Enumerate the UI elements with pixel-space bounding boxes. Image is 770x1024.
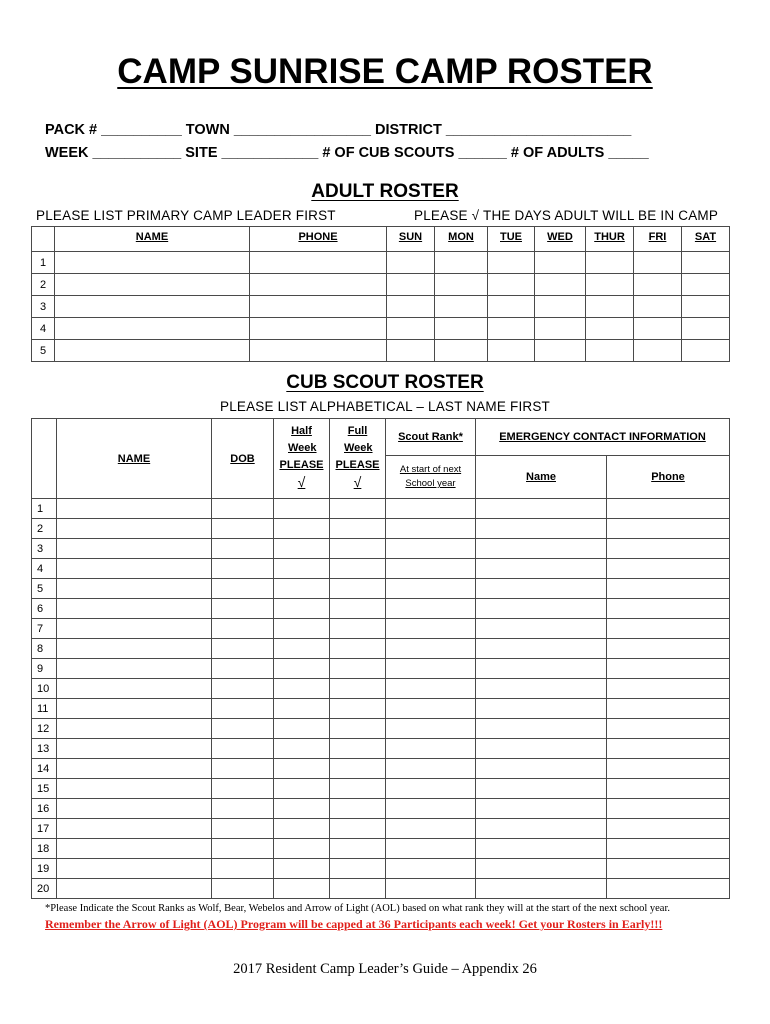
half-week-check-icon: √ [297, 474, 306, 490]
roster-cell[interactable] [386, 739, 476, 759]
roster-cell[interactable] [535, 318, 586, 340]
roster-cell[interactable] [586, 296, 634, 318]
roster-cell[interactable] [476, 499, 607, 519]
roster-cell[interactable] [607, 619, 730, 639]
table-row [32, 699, 730, 719]
aol-warning: Remember the Arrow of Light (AOL) Program will be capped at 36 Participants each week! Get your Rosters in Early!!! [45, 917, 663, 931]
roster-cell[interactable] [634, 340, 682, 362]
roster-cell[interactable] [607, 739, 730, 759]
row-number: 10 [32, 679, 57, 699]
roster-cell[interactable] [607, 799, 730, 819]
roster-cell[interactable] [386, 639, 476, 659]
roster-cell[interactable] [330, 659, 386, 679]
roster-cell[interactable] [386, 559, 476, 579]
table-row [32, 252, 730, 274]
roster-cell[interactable] [55, 318, 250, 340]
adult-tue-header: TUE [488, 227, 535, 252]
cub-roster-title: CUB SCOUT ROSTER [286, 372, 484, 393]
adult-num-header [32, 227, 55, 252]
roster-cell[interactable] [386, 859, 476, 879]
roster-cell[interactable] [386, 759, 476, 779]
roster-cell[interactable] [250, 318, 387, 340]
adult-roster-table [31, 226, 730, 362]
cub-header-row-1 [32, 419, 730, 456]
roster-cell[interactable] [586, 252, 634, 274]
rank-footnote: *Please Indicate the Scout Ranks as Wolf, Bear, Webelos and Arrow of Light (AOL) based on what rank they will at the start of the next school year. [45, 903, 671, 914]
roster-cell[interactable] [212, 759, 274, 779]
table-row [32, 799, 730, 819]
roster-cell[interactable] [386, 679, 476, 699]
roster-cell[interactable] [250, 296, 387, 318]
roster-cell[interactable] [476, 699, 607, 719]
row-number: 2 [32, 274, 55, 296]
table-row [32, 340, 730, 362]
roster-cell[interactable] [212, 799, 274, 819]
roster-cell[interactable] [476, 799, 607, 819]
row-number: 5 [32, 340, 55, 362]
row-number: 9 [32, 659, 57, 679]
roster-cell[interactable] [607, 859, 730, 879]
roster-cell[interactable] [57, 839, 212, 859]
roster-cell[interactable] [57, 659, 212, 679]
roster-cell[interactable] [607, 719, 730, 739]
scout-rank-subheader [386, 456, 476, 499]
roster-cell[interactable] [435, 296, 488, 318]
roster-cell[interactable] [476, 779, 607, 799]
table-row [32, 639, 730, 659]
roster-cell[interactable] [488, 274, 535, 296]
roster-cell[interactable] [682, 252, 730, 274]
contact-name-header: Name [476, 456, 607, 499]
roster-cell[interactable] [607, 659, 730, 679]
roster-cell[interactable] [435, 252, 488, 274]
roster-cell[interactable] [274, 519, 330, 539]
roster-cell[interactable] [330, 599, 386, 619]
roster-cell[interactable] [274, 659, 330, 679]
roster-cell[interactable] [274, 799, 330, 819]
roster-cell[interactable] [682, 296, 730, 318]
roster-cell[interactable] [386, 519, 476, 539]
roster-cell[interactable] [57, 699, 212, 719]
roster-cell[interactable] [274, 499, 330, 519]
roster-cell[interactable] [57, 819, 212, 839]
emergency-contact-header: EMERGENCY CONTACT INFORMATION [476, 419, 730, 456]
roster-cell[interactable] [387, 340, 435, 362]
roster-cell[interactable] [212, 659, 274, 679]
roster-cell[interactable] [57, 539, 212, 559]
roster-cell[interactable] [607, 759, 730, 779]
roster-cell[interactable] [274, 559, 330, 579]
roster-cell[interactable] [476, 739, 607, 759]
roster-cell[interactable] [634, 252, 682, 274]
roster-cell[interactable] [476, 619, 607, 639]
roster-cell[interactable] [274, 839, 330, 859]
scout-rank-note: At start of next School year [399, 464, 462, 489]
roster-cell[interactable] [57, 519, 212, 539]
roster-cell[interactable] [386, 819, 476, 839]
roster-cell[interactable] [55, 340, 250, 362]
row-number: 18 [32, 839, 57, 859]
roster-cell[interactable] [274, 699, 330, 719]
adult-name-header: NAME [55, 227, 250, 252]
roster-cell[interactable] [55, 274, 250, 296]
roster-cell[interactable] [274, 779, 330, 799]
roster-cell[interactable] [607, 679, 730, 699]
roster-cell[interactable] [330, 559, 386, 579]
cub-num-header [32, 419, 57, 499]
roster-cell[interactable] [607, 839, 730, 859]
roster-cell[interactable] [488, 340, 535, 362]
week-info-line: WEEK ___________ SITE ____________ # OF CUB SCOUTS ______ # OF ADULTS _____ [45, 145, 649, 161]
roster-cell[interactable] [274, 739, 330, 759]
roster-cell[interactable] [212, 839, 274, 859]
table-row [32, 599, 730, 619]
table-row [32, 839, 730, 859]
row-number: 2 [32, 519, 57, 539]
row-number: 3 [32, 539, 57, 559]
adult-roster-title: ADULT ROSTER [311, 181, 459, 202]
table-row [32, 759, 730, 779]
cub-roster-table [31, 418, 730, 899]
adult-mon-header: MON [435, 227, 488, 252]
roster-cell[interactable] [57, 599, 212, 619]
roster-cell[interactable] [607, 599, 730, 619]
table-row [32, 296, 730, 318]
roster-cell[interactable] [212, 739, 274, 759]
table-row [32, 499, 730, 519]
row-number: 7 [32, 619, 57, 639]
roster-cell[interactable] [607, 639, 730, 659]
table-row [32, 779, 730, 799]
roster-cell[interactable] [488, 296, 535, 318]
table-row [32, 679, 730, 699]
roster-cell[interactable] [476, 559, 607, 579]
roster-cell[interactable] [274, 719, 330, 739]
roster-cell[interactable] [212, 719, 274, 739]
roster-cell[interactable] [330, 739, 386, 759]
roster-cell[interactable] [212, 819, 274, 839]
roster-cell[interactable] [488, 252, 535, 274]
row-number: 17 [32, 819, 57, 839]
adult-roster-note-right: PLEASE √ THE DAYS ADULT WILL BE IN CAMP [414, 208, 719, 223]
roster-cell[interactable] [57, 859, 212, 879]
row-number: 8 [32, 639, 57, 659]
table-row [32, 659, 730, 679]
scout-rank-label: Scout Rank* [398, 431, 463, 443]
roster-cell[interactable] [386, 499, 476, 519]
roster-cell[interactable] [330, 839, 386, 859]
row-number: 15 [32, 779, 57, 799]
half-week-label: Half Week [288, 425, 317, 454]
roster-cell[interactable] [57, 719, 212, 739]
roster-cell[interactable] [535, 274, 586, 296]
roster-cell[interactable] [435, 318, 488, 340]
roster-cell[interactable] [330, 639, 386, 659]
table-row [32, 719, 730, 739]
roster-cell[interactable] [57, 499, 212, 519]
roster-cell[interactable] [682, 340, 730, 362]
cub-name-header: NAME [57, 419, 212, 499]
roster-cell[interactable] [330, 859, 386, 879]
roster-cell[interactable] [212, 619, 274, 639]
adult-fri-header: FRI [634, 227, 682, 252]
table-row [32, 318, 730, 340]
roster-cell[interactable] [386, 779, 476, 799]
roster-cell[interactable] [387, 252, 435, 274]
roster-cell[interactable] [274, 859, 330, 879]
roster-cell[interactable] [476, 659, 607, 679]
roster-cell[interactable] [55, 252, 250, 274]
roster-cell[interactable] [476, 679, 607, 699]
roster-cell[interactable] [634, 296, 682, 318]
roster-cell[interactable] [607, 579, 730, 599]
roster-cell[interactable] [330, 759, 386, 779]
roster-cell[interactable] [607, 519, 730, 539]
roster-cell[interactable] [55, 296, 250, 318]
roster-cell[interactable] [386, 619, 476, 639]
roster-cell[interactable] [212, 639, 274, 659]
adult-sun-header: SUN [387, 227, 435, 252]
row-number: 1 [32, 499, 57, 519]
roster-cell[interactable] [682, 318, 730, 340]
full-week-check-icon: √ [353, 474, 362, 490]
row-number: 1 [32, 252, 55, 274]
roster-cell[interactable] [607, 699, 730, 719]
roster-cell[interactable] [386, 719, 476, 739]
roster-cell[interactable] [330, 799, 386, 819]
roster-cell[interactable] [386, 879, 476, 899]
roster-cell[interactable] [330, 819, 386, 839]
roster-cell[interactable] [387, 274, 435, 296]
row-number: 3 [32, 296, 55, 318]
table-row [32, 274, 730, 296]
roster-cell[interactable] [634, 318, 682, 340]
roster-cell[interactable] [274, 599, 330, 619]
row-number: 19 [32, 859, 57, 879]
half-week-header [274, 419, 330, 499]
roster-cell[interactable] [586, 340, 634, 362]
page-footer: 2017 Resident Camp Leader’s Guide – Appendix 26 [233, 961, 537, 977]
cub-roster-note: PLEASE LIST ALPHABETICAL – LAST NAME FIRST [219, 399, 551, 414]
roster-cell[interactable] [330, 679, 386, 699]
row-number: 6 [32, 599, 57, 619]
adult-header-row [32, 227, 730, 252]
table-row [32, 859, 730, 879]
roster-cell[interactable] [212, 699, 274, 719]
contact-phone-header: Phone [607, 456, 730, 499]
roster-cell[interactable] [435, 274, 488, 296]
adult-thur-header: THUR [586, 227, 634, 252]
roster-cell[interactable] [607, 819, 730, 839]
roster-cell[interactable] [476, 599, 607, 619]
roster-cell[interactable] [387, 296, 435, 318]
roster-cell[interactable] [330, 519, 386, 539]
roster-cell[interactable] [274, 879, 330, 899]
row-number: 5 [32, 579, 57, 599]
roster-cell[interactable] [476, 759, 607, 779]
roster-cell[interactable] [476, 819, 607, 839]
table-row [32, 619, 730, 639]
cub-dob-header: DOB [212, 419, 274, 499]
roster-cell[interactable] [274, 679, 330, 699]
roster-cell[interactable] [57, 879, 212, 899]
row-number: 16 [32, 799, 57, 819]
roster-cell[interactable] [386, 659, 476, 679]
roster-cell[interactable] [250, 274, 387, 296]
roster-cell[interactable] [330, 779, 386, 799]
roster-cell[interactable] [57, 619, 212, 639]
roster-cell[interactable] [386, 839, 476, 859]
roster-cell[interactable] [274, 579, 330, 599]
roster-cell[interactable] [250, 340, 387, 362]
full-week-header [330, 419, 386, 499]
roster-cell[interactable] [488, 318, 535, 340]
roster-cell[interactable] [535, 252, 586, 274]
roster-cell[interactable] [212, 519, 274, 539]
half-week-please: PLEASE [279, 459, 324, 471]
adult-sat-header: SAT [682, 227, 730, 252]
roster-cell[interactable] [476, 579, 607, 599]
roster-cell[interactable] [57, 579, 212, 599]
roster-cell[interactable] [535, 296, 586, 318]
full-week-label: Full Week [344, 425, 373, 454]
roster-cell[interactable] [330, 579, 386, 599]
adult-wed-header: WED [535, 227, 586, 252]
roster-cell[interactable] [386, 599, 476, 619]
table-row [32, 819, 730, 839]
full-week-please: PLEASE [335, 459, 380, 471]
roster-cell[interactable] [476, 719, 607, 739]
row-number: 20 [32, 879, 57, 899]
roster-cell[interactable] [212, 679, 274, 699]
roster-cell[interactable] [386, 699, 476, 719]
roster-cell[interactable] [212, 539, 274, 559]
roster-cell[interactable] [476, 539, 607, 559]
roster-cell[interactable] [250, 252, 387, 274]
roster-cell[interactable] [476, 639, 607, 659]
adult-roster-note-left: PLEASE LIST PRIMARY CAMP LEADER FIRST [36, 208, 336, 223]
table-row [32, 579, 730, 599]
roster-cell[interactable] [607, 559, 730, 579]
roster-cell[interactable] [607, 779, 730, 799]
roster-cell[interactable] [57, 779, 212, 799]
roster-cell[interactable] [435, 340, 488, 362]
table-row [32, 879, 730, 899]
page-title: CAMP SUNRISE CAMP ROSTER [117, 52, 653, 91]
roster-cell[interactable] [330, 619, 386, 639]
roster-cell[interactable] [586, 274, 634, 296]
table-row [32, 739, 730, 759]
roster-cell[interactable] [682, 274, 730, 296]
roster-cell[interactable] [607, 499, 730, 519]
roster-cell[interactable] [274, 639, 330, 659]
row-number: 11 [32, 699, 57, 719]
roster-cell[interactable] [212, 779, 274, 799]
pack-info-line: PACK # __________ TOWN _________________ DISTRICT _______________________ [45, 122, 632, 138]
roster-cell[interactable] [330, 539, 386, 559]
roster-cell[interactable] [476, 839, 607, 859]
roster-cell[interactable] [330, 879, 386, 899]
roster-cell[interactable] [57, 799, 212, 819]
table-row [32, 559, 730, 579]
row-number: 4 [32, 318, 55, 340]
roster-cell[interactable] [330, 719, 386, 739]
roster-cell[interactable] [212, 559, 274, 579]
adult-phone-header: PHONE [250, 227, 387, 252]
roster-cell[interactable] [387, 318, 435, 340]
roster-cell[interactable] [386, 539, 476, 559]
roster-cell[interactable] [476, 879, 607, 899]
roster-cell[interactable] [274, 759, 330, 779]
table-row [32, 539, 730, 559]
roster-cell[interactable] [476, 519, 607, 539]
roster-cell[interactable] [57, 639, 212, 659]
roster-cell[interactable] [212, 499, 274, 519]
roster-cell[interactable] [586, 318, 634, 340]
roster-cell[interactable] [212, 599, 274, 619]
roster-cell[interactable] [212, 879, 274, 899]
roster-cell[interactable] [330, 699, 386, 719]
roster-cell[interactable] [274, 819, 330, 839]
roster-cell[interactable] [57, 739, 212, 759]
roster-cell[interactable] [386, 579, 476, 599]
row-number: 13 [32, 739, 57, 759]
roster-cell[interactable] [57, 559, 212, 579]
row-number: 4 [32, 559, 57, 579]
roster-cell[interactable] [274, 619, 330, 639]
roster-cell[interactable] [57, 759, 212, 779]
roster-cell[interactable] [476, 859, 607, 879]
row-number: 12 [32, 719, 57, 739]
roster-cell[interactable] [634, 274, 682, 296]
table-row [32, 519, 730, 539]
roster-cell[interactable] [535, 340, 586, 362]
roster-cell[interactable] [607, 879, 730, 899]
roster-cell[interactable] [212, 579, 274, 599]
roster-cell[interactable] [274, 539, 330, 559]
roster-cell[interactable] [330, 499, 386, 519]
roster-cell[interactable] [386, 799, 476, 819]
row-number: 14 [32, 759, 57, 779]
roster-cell[interactable] [607, 539, 730, 559]
roster-cell[interactable] [212, 859, 274, 879]
roster-cell[interactable] [57, 679, 212, 699]
scout-rank-header [386, 419, 476, 456]
